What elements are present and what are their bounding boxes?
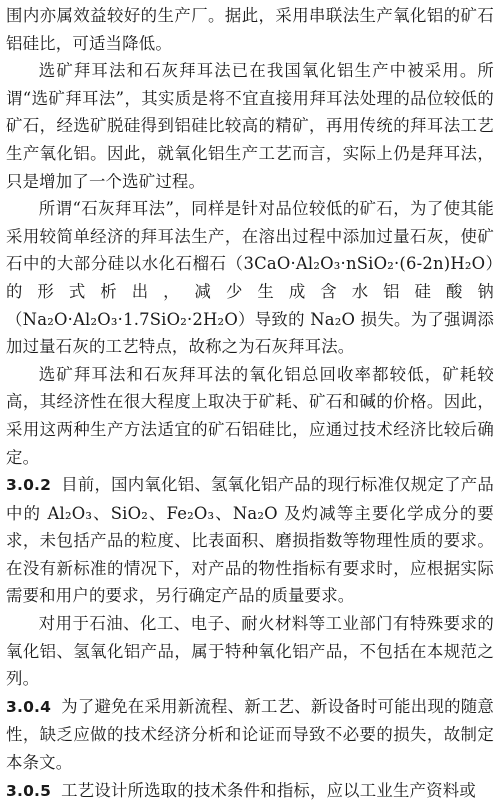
- paragraph-text: 选矿拜耳法和石灰拜耳法的氧化铝总回收率都较低，矿耗较高，其经济性在很大程度上取决于矿耗、矿石和碱的价格。因此，采用这两种生产方法适宜的矿石铝硅比，应通过技术经济比较后确定。: [6, 364, 494, 467]
- paragraph-text: 所谓“石灰拜耳法”，同样是针对品位较低的矿石，为了使其能采用较简单经济的拜耳法生产，在溶出过程中添加过量石灰，使矿石中的大部分硅以水化石榴石（3CaO·Al₂O₃·nSiO₂·(6-2n)H₂O）的形式析出，减少生成含水铝硅酸钠（Na₂O·Al₂O₃·1.7SiO₂·2H₂O）导致的 Na₂O 损失。为了强调添加过量石灰的工艺特点，故称之为石灰拜耳法。: [6, 199, 494, 357]
- clause-text: 目前，国内氧化铝、氢氧化铝产品的现行标准仅规定了产品中的 Al₂O₃、SiO₂、Fe₂O₃、Na₂O 及灼减等主要化学成分的要求，未包括产品的粒度、比表面积、磨损指数等物理性质的要求。在没有新标准的情况下，对产品的物性指标有要求时，应根据实际需要和用户的要求，另行确定产品的质量要求。: [6, 475, 494, 606]
- clause-3-0-4: [6, 693, 494, 777]
- clause-number: 3.0.2: [6, 476, 52, 495]
- paragraph-recovery-rate: [6, 361, 494, 471]
- clause-number: 3.0.5: [6, 781, 52, 800]
- paragraph-text: 对用于石油、化工、电子、耐火材料等工业部门有特殊要求的氧化铝、氢氧化铝产品，属于特种氧化铝产品，不包括在本规范之列。: [6, 614, 494, 689]
- clause-3-0-2: [6, 471, 494, 610]
- clause-3-0-5: [6, 777, 494, 805]
- clause-text: 工艺设计所选取的技术条件和指标，应以工业生产资料或: [61, 780, 476, 800]
- paragraph-ore-dressing-bayer: [6, 57, 494, 195]
- paragraph-text: 选矿拜耳法和石灰拜耳法已在我国氧化铝生产中被采用。所谓“选矿拜耳法”，其实质是将不宜直接用拜耳法处理的品位较低的矿石，经选矿脱硅得到铝硅比较高的精矿，再用传统的拜耳法工艺生产氧化铝。因此，就氧化铝生产工艺而言，实际上仍是拜耳法，只是增加了一个选矿过程。: [6, 61, 494, 191]
- clause-text: 为了避免在采用新流程、新工艺、新设备时可能出现的随意性，缺乏应做的技术经济分析和论证而导致不必要的损失，故制定本条文。: [6, 696, 494, 773]
- paragraph-continuation: [6, 2, 494, 57]
- paragraph-special-alumina: [6, 610, 494, 693]
- paragraph-text: 围内亦属效益较好的生产厂。据此，采用串联法生产氧化铝的矿石铝硅比，可适当降低。: [6, 6, 494, 53]
- paragraph-lime-bayer: [6, 195, 494, 361]
- clause-number: 3.0.4: [6, 697, 52, 716]
